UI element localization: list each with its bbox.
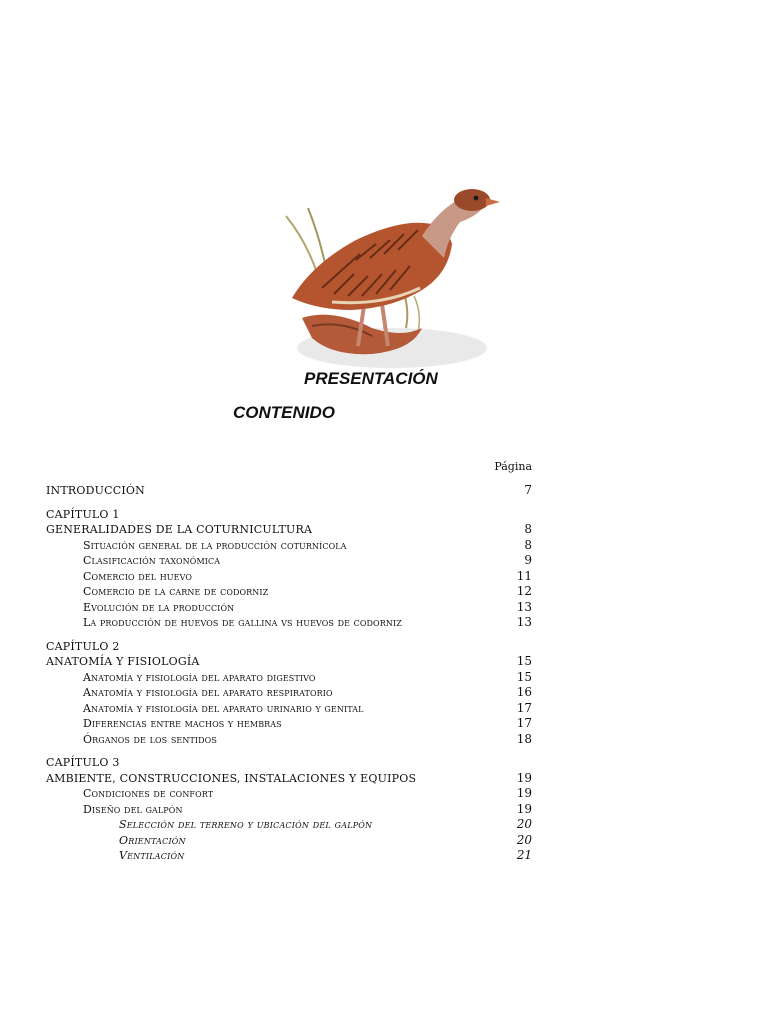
toc-entry-label: AMBIENTE, CONSTRUCCIONES, INSTALACIONES Y EQUIPOS	[46, 771, 417, 785]
toc-entry-chapter-2-title[interactable]	[46, 654, 532, 670]
toc-entry-chapter-1-title[interactable]	[46, 522, 532, 538]
toc-entry-chapter-3-title[interactable]	[46, 771, 532, 787]
toc-subentry[interactable]	[46, 817, 532, 833]
toc-entry-label: INTRODUCCIÓN	[46, 484, 145, 497]
toc-entry-label: Orientación	[119, 833, 186, 847]
toc-entry-label: La producción de huevos de gallina vs huevos de codorniz	[83, 616, 402, 629]
toc-entry-label: ANATOMÍA Y FISIOLOGÍA	[46, 655, 200, 668]
toc-entry[interactable]	[46, 615, 532, 631]
toc-entry-page: 17	[516, 716, 532, 730]
toc-entry-label: Comercio del huevo	[83, 569, 192, 583]
toc-entry-page: 21	[516, 848, 532, 862]
toc-entry-page: 8	[524, 522, 532, 536]
contenido-heading: CONTENIDO	[233, 403, 335, 422]
toc-entry-label: Diseño del galpón	[83, 802, 183, 816]
toc-entry-label: Condiciones de confort	[83, 787, 214, 800]
toc-entry-page: 15	[516, 669, 532, 684]
quail-bird-illustration	[272, 178, 508, 370]
toc-entry-page: 17	[516, 700, 532, 715]
toc-entry[interactable]	[46, 569, 532, 585]
toc-entry[interactable]	[46, 670, 532, 686]
toc-entry-label: Órganos de los sentidos	[83, 732, 217, 746]
toc-entry[interactable]	[46, 553, 532, 569]
toc-entry-page: 19	[516, 801, 532, 816]
toc-entry-page: 16	[516, 685, 532, 699]
chapter-2-label: CAPÍTULO 2	[46, 639, 120, 653]
toc-entry-page: 9	[524, 553, 532, 567]
toc-entry-label: GENERALIDADES DE LA COTURNICULTURA	[46, 523, 313, 536]
toc-entry-label: Anatomía y fisiología del aparato digestivo	[83, 670, 316, 684]
toc-entry-page: 8	[524, 537, 532, 552]
toc-entry-label: Anatomía y fisiología del aparato urinario y genital	[83, 701, 364, 715]
toc-subentry[interactable]	[46, 848, 532, 864]
toc-entry-label: Diferencias entre machos y hembras	[83, 717, 282, 730]
toc-entry-page: 19	[516, 786, 532, 800]
presentacion-heading: PRESENTACIÓN	[304, 369, 438, 388]
toc-entry-page: 20	[516, 817, 532, 831]
toc-entry[interactable]	[46, 584, 532, 600]
toc-entry-label: Selección del terreno y ubicación del galpón	[119, 818, 373, 831]
toc-entry-page: 7	[524, 483, 532, 497]
toc-subentry[interactable]	[46, 833, 532, 849]
toc-entry-label: Clasificación taxonómica	[83, 554, 221, 567]
toc-entry-introduccion[interactable]	[46, 483, 532, 499]
toc-entry[interactable]	[46, 538, 532, 554]
toc-entry[interactable]	[46, 802, 532, 818]
toc-entry-page: 12	[516, 584, 532, 598]
toc-entry-label: Anatomía y fisiología del aparato respiratorio	[83, 686, 333, 699]
table-of-contents	[46, 459, 532, 864]
toc-entry[interactable]	[46, 701, 532, 717]
chapter-1-label: CAPÍTULO 1	[46, 507, 120, 521]
toc-entry[interactable]	[46, 685, 532, 701]
toc-entry-page: 18	[516, 731, 532, 746]
chapter-3-label: CAPÍTULO 3	[46, 756, 120, 769]
toc-entry-page: 19	[516, 770, 532, 785]
toc-entry-label: Comercio de la carne de codorniz	[83, 585, 269, 598]
toc-entry-page: 13	[516, 615, 532, 629]
toc-entry[interactable]	[46, 786, 532, 802]
toc-entry-label: Situación general de la producción coturnícola	[83, 538, 347, 552]
toc-entry-page: 20	[516, 832, 532, 847]
toc-entry-label: Evolución de la producción	[83, 600, 235, 614]
toc-entry-page: 13	[516, 599, 532, 614]
page-column-label: Página	[494, 460, 532, 473]
toc-entry-page: 11	[516, 568, 532, 583]
toc-entry[interactable]	[46, 600, 532, 616]
toc-entry[interactable]	[46, 732, 532, 748]
toc-entry-label: Ventilación	[119, 849, 185, 862]
toc-entry[interactable]	[46, 716, 532, 732]
toc-entry-page: 15	[516, 654, 532, 668]
